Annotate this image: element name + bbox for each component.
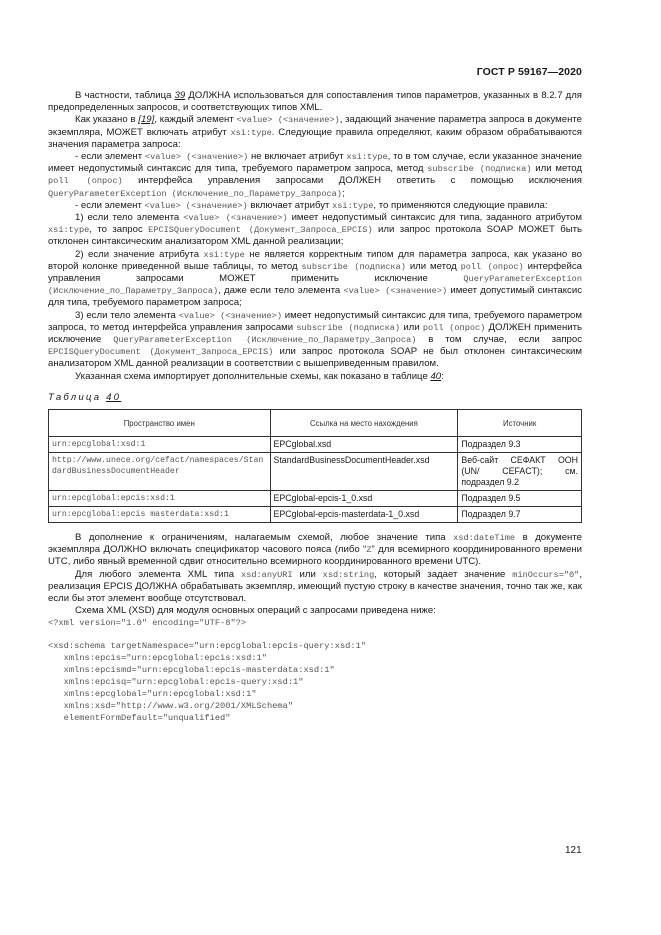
paragraph-datetime: В дополнение к ограничениям, налагаемым схемой, любое значение типа xsd:dateTime в документе экземпляра ДОЛЖНО включать спецификатор часового пояса (либо “Z” для всемирного координированного времени UTC, либо явный временной сдвиг относительно всемирного координированного времени UTC).: [48, 532, 583, 568]
paragraph-imported-schemas: Указанная схема импортирует дополнительные схемы, как показано в таблице 40:: [75, 370, 444, 382]
rule-without-xsi-type: - если элемент <value> (<значение>) не включает атрибут xsi:type, то в том случае, если указанное значение имеет недопустимый синтаксис для типа, требуемого параметром запроса, метод subscribe (подписка) или метод poll (опрос) интерфейса управления запросами ДОЛЖЕН ответить с помощью исключения QueryParameterException (Исключение_по_Параметру_Запроса);: [48, 151, 583, 199]
namespace-cell: urn:epcglobal:epcis masterdata:xsd:1: [49, 507, 271, 523]
paragraph-xsd-intro: Схема XML (XSD) для модуля основных операций с запросами приведена ниже:: [75, 605, 436, 617]
xsd-code-block: [48, 618, 582, 725]
table-caption: Таблица 40: [48, 391, 122, 403]
namespace-cell: http://www.unece.org/cefact/namespaces/StandardBusinessDocumentHeader: [49, 453, 271, 491]
location-cell: StandardBusinessDocumentHeader.xsd: [270, 453, 458, 491]
table-row: [49, 491, 582, 507]
source-cell: Подраздел 9.7: [458, 507, 582, 523]
code-line: elementFormDefault="unqualified": [48, 712, 231, 723]
source-cell: Подраздел 9.5: [458, 491, 582, 507]
code-line: <xsd:schema targetNamespace="urn:epcglobal:epcis-query:xsd:1": [48, 641, 367, 652]
table-reference-link[interactable]: 40: [430, 370, 442, 382]
location-cell: EPCglobal-epcis-1_0.xsd: [270, 491, 458, 507]
document-header: ГОСТ Р 59167—2020: [476, 66, 582, 78]
code-line: xmlns:epcglobal="urn:epcglobal:xsd:1": [48, 688, 257, 699]
code-line: xmlns:xsd="http://www.w3.org/2001/XMLSchema": [48, 700, 294, 711]
bibliography-reference-link[interactable]: [19]: [138, 114, 155, 126]
namespace-cell: urn:epcglobal:epcis:xsd:1: [49, 491, 271, 507]
paragraph-anyuri: Для любого элемента XML типа xsd:anyURI или xsd:string, который задает значение minOccurs="0", реализация EPCIS ДОЛЖНА обрабатывать экземпляр, имеющий пустую строку в качестве значения, точно так же, как если бы этот элемент вообще отсутствовал.: [48, 568, 582, 605]
paragraph-table-usage: В частности, таблица 39 ДОЛЖНА использоваться для сопоставления типов параметров, указанных в 8.2.7 для предопределенных запросов, и соответствующих типов XML.: [48, 90, 582, 114]
column-header-namespace: Пространство имен: [49, 410, 271, 437]
code-line: xmlns:epcisq="urn:epcglobal:epcis-query:xsd:1": [48, 677, 304, 688]
code-line: [48, 629, 582, 641]
table-header-row: [49, 410, 582, 437]
location-cell: EPCglobal.xsd: [270, 437, 458, 453]
location-cell: EPCglobal-epcis-masterdata-1_0.xsd: [270, 507, 458, 523]
code-line: xmlns:epcis="urn:epcglobal:epcis:xsd:1": [48, 653, 267, 664]
paragraph-xsi-type: Как указано в [19], каждый элемент <value> (<значение>), задающий значение параметра запроса в документе экземпляра, МОЖЕТ включать атрибут xsi:type. Следующие правила определяют, каким образом обрабатываются значения параметра запроса:: [48, 114, 582, 150]
source-cell: Подраздел 9.3: [458, 437, 582, 453]
document-body: [48, 90, 582, 725]
rule-1: 1) если тело элемента <value> (<значение>) имеет недопустимый синтаксис для типа, заданного атрибутом xsi:type, то запрос EPCISQueryDocument (Документ_Запроса_EPCIS) или запрос протокола SOAP МОЖЕТ быть отклонен синтаксическим анализатором XML данной реализации;: [48, 212, 582, 248]
table-row: [49, 437, 582, 453]
rule-2: 2) если значение атрибута xsi:type не является корректным типом для параметра запроса, как указано во второй колонке приведенной выше таблицы, то метод subscribe (подписка) или метод poll (опрос) интерфейса управления запросами МОЖЕТ применить исключение QueryParameterException (Исключение_по_Параметру_Запроса), даже если тело элемента <value> (<значение>) имеет допустимый синтаксис для типа, требуемого параметром запроса;: [48, 248, 582, 309]
rule-with-xsi-type: - если элемент <value> (<значение>) включает атрибут xsi:type, то применяются следующие правила:: [75, 199, 548, 211]
table-reference-link[interactable]: 39: [174, 90, 186, 101]
table-row: [49, 453, 582, 491]
column-header-location: Ссылка на место нахождения: [270, 410, 458, 437]
imported-schemas-table: [48, 409, 582, 523]
code-line: xmlns:epcismd="urn:epcglobal:epcis-masterdata:xsd:1": [48, 665, 335, 676]
rule-3: 3) если тело элемента <value> (<значение>) имеет недопустимый синтаксис для типа, требуемого параметром запроса, то метод интерфейса управления запросами subscribe (подписка) или poll (опрос) ДОЛЖЕН применить исключение QueryParameterException (Исключение_по_Параметру_Запроса) в том случае, если запрос EPCISQueryDocument (Документ_Запроса_EPCIS) или запрос протокола SOAP не был отклонен синтаксическим анализатором XML данной реализации в соответствии с вышеприведенным правилом.: [48, 309, 582, 370]
page-number: 121: [565, 845, 582, 856]
column-header-source: Источник: [458, 410, 582, 437]
source-cell: Веб-сайт СЕФАКТ ООН (UN/ CEFACT); см. подраздел 9.2: [458, 453, 582, 491]
namespace-cell: urn:epcglobal:xsd:1: [49, 437, 271, 453]
table-row: [49, 507, 582, 523]
code-line: <?xml version="1.0" encoding="UTF-8"?>: [48, 617, 247, 628]
